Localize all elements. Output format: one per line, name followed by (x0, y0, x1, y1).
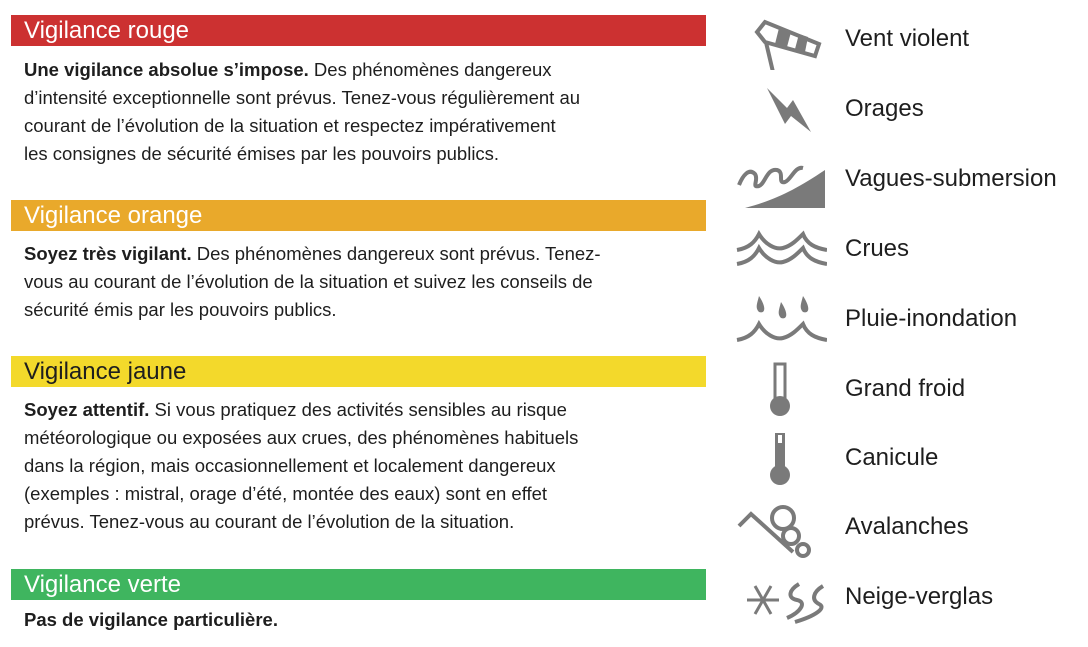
text-line: d’intensité exceptionnelle sont prévus. Tenez-vous régulièrement au (24, 87, 581, 108)
phenomenon-label: Grand froid (845, 375, 966, 402)
phenomenon-label: Orages (845, 95, 924, 122)
text-line: Si vous pratiquez des activités sensibles au risque (149, 399, 567, 420)
rain-flood-icon (735, 290, 827, 350)
level-description-green (24, 606, 278, 634)
windsock-icon (735, 10, 827, 70)
lightning-icon (735, 80, 827, 140)
avalanche-icon (735, 498, 827, 558)
text-line: courant de l’évolution de la situation et respectez impérativement (24, 115, 556, 136)
snow-ice-icon (735, 568, 827, 628)
text-line: Des phénomènes dangereux sont prévus. Tenez- (191, 243, 601, 264)
phenomenon-label: Canicule (845, 444, 939, 471)
text-line: Des phénomènes dangereux (308, 59, 552, 80)
phenomenon-rain-flood (735, 290, 1085, 350)
level-lead: Pas de vigilance particulière. (24, 609, 278, 630)
text-line: météorologique ou exposées aux crues, des phénomènes habituels (24, 427, 579, 448)
phenomenon-wind (735, 10, 1085, 70)
text-line: les consignes de sécurité émises par les pouvoirs publics. (24, 143, 500, 164)
text-line: (exemples : mistral, orage d’été, montée des eaux) sont en effet (24, 483, 548, 504)
wave-submersion-icon (735, 150, 827, 210)
flood-icon (735, 220, 827, 280)
text-line: prévus. Tenez-vous au courant de l’évolution de la situation. (24, 511, 515, 532)
level-header-yellow: Vigilance jaune (11, 356, 706, 387)
phenomenon-label: Crues (845, 235, 910, 262)
level-header-green: Vigilance verte (11, 569, 706, 600)
phenomenon-avalanche (735, 498, 1085, 558)
text-line: vous au courant de l’évolution de la situation et suivez les conseils de (24, 271, 593, 292)
phenomenon-floods (735, 220, 1085, 280)
phenomenon-snow-ice (735, 568, 1085, 628)
level-description-red (24, 56, 580, 168)
level-header-orange: Vigilance orange (11, 200, 706, 231)
text-line: sécurité émis par les pouvoirs publics. (24, 299, 337, 320)
level-lead: Soyez attentif. (24, 399, 150, 420)
hot-thermometer-icon (735, 429, 827, 489)
level-lead: Soyez très vigilant. (24, 243, 192, 264)
phenomenon-label: Vagues-submersion (845, 165, 1057, 192)
phenomenon-label: Avalanches (845, 513, 969, 540)
phenomenon-heat (735, 429, 1085, 489)
level-header-red: Vigilance rouge (11, 15, 706, 46)
phenomenon-waves (735, 150, 1085, 210)
cold-thermometer-icon (735, 360, 827, 420)
level-lead: Une vigilance absolue s’impose. (24, 59, 309, 80)
level-description-yellow (24, 396, 578, 536)
phenomenon-cold (735, 360, 1085, 420)
text-line: dans la région, mais occasionnellement et localement dangereux (24, 455, 556, 476)
phenomenon-label: Pluie-inondation (845, 305, 1018, 332)
phenomenon-storm (735, 80, 1085, 140)
phenomenon-label: Vent violent (845, 25, 970, 52)
phenomenon-label: Neige-verglas (845, 583, 994, 610)
level-description-orange (24, 240, 601, 324)
